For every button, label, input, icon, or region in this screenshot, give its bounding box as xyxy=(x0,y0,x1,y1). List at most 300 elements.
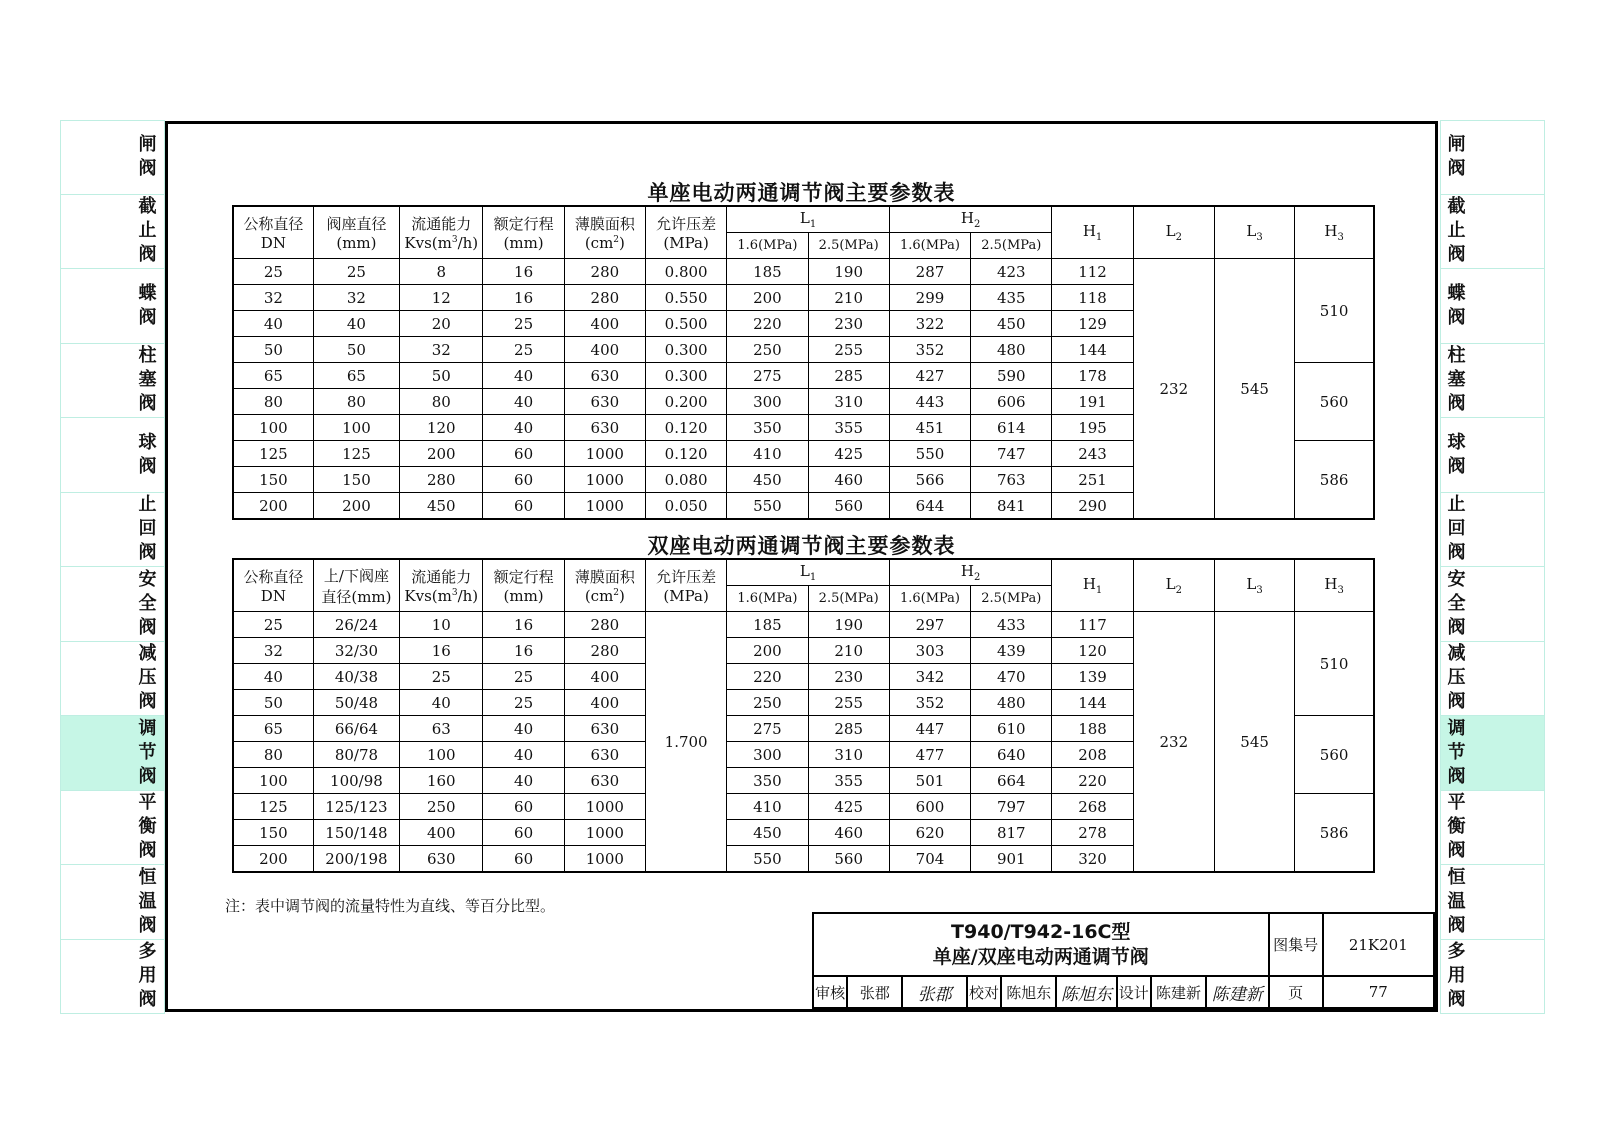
cell-value: 40 xyxy=(514,392,534,411)
cell-value: 16 xyxy=(514,641,534,660)
table-cell xyxy=(233,259,313,285)
hdr-unit: (cm xyxy=(584,234,614,252)
review-label: 审核 xyxy=(813,976,847,1008)
hdr-H3-symbol: H xyxy=(1324,575,1338,593)
table-cell xyxy=(564,493,645,520)
table-cell xyxy=(400,441,483,467)
cell-value: 287 xyxy=(915,262,945,281)
table-cell xyxy=(564,612,645,638)
table-cell xyxy=(727,337,808,363)
cell-value: 32 xyxy=(263,288,283,307)
cell-value: 423 xyxy=(996,262,1026,281)
table-cell xyxy=(971,638,1052,664)
cell-value: 630 xyxy=(426,849,456,868)
right-category-tab-11[interactable] xyxy=(1441,940,1544,1015)
cell-value: 797 xyxy=(996,797,1026,816)
category-label: 减压阀 xyxy=(138,643,157,713)
table-cell xyxy=(1052,389,1133,415)
table-cell xyxy=(313,716,399,742)
cell-value: 0.080 xyxy=(664,470,708,489)
cell-value: 350 xyxy=(753,418,782,437)
hdr-H1-symbol: H xyxy=(1082,575,1096,593)
table-cell xyxy=(727,363,808,389)
hdr-kvs: Kvs xyxy=(404,587,432,605)
right-category-tab-10[interactable] xyxy=(1441,865,1544,940)
table-cell xyxy=(313,690,399,716)
table-cell xyxy=(483,690,564,716)
col-seat-dia xyxy=(313,206,399,259)
table-cell xyxy=(727,716,808,742)
hdr-unit: (MPa) xyxy=(663,587,709,605)
table-cell xyxy=(564,285,645,311)
cell-value: 0.500 xyxy=(664,314,708,333)
table-cell xyxy=(564,638,645,664)
H3-cell-2 xyxy=(1295,794,1374,873)
cell-value: 210 xyxy=(834,641,864,660)
table-cell xyxy=(313,389,399,415)
right-category-tab-6[interactable] xyxy=(1441,567,1544,642)
table-cell xyxy=(313,638,399,664)
table-cell xyxy=(1052,664,1133,690)
cell-value: 100 xyxy=(342,418,371,437)
table-cell xyxy=(889,846,970,873)
hdr-text: 额定行程 xyxy=(493,215,554,233)
cell-value: 100 xyxy=(259,418,288,437)
hdr-H2-subscript: 2 xyxy=(973,219,981,230)
table-cell xyxy=(971,285,1052,311)
hdr-unit: (cm xyxy=(584,587,614,605)
cell-value: 300 xyxy=(753,392,782,411)
table-cell xyxy=(564,742,645,768)
col-H3 xyxy=(1295,206,1374,259)
cell-value: 125 xyxy=(259,797,288,816)
table-cell xyxy=(313,493,399,520)
table-cell xyxy=(727,664,808,690)
table-cell xyxy=(483,742,564,768)
table-cell xyxy=(564,467,645,493)
H3-cell-1 xyxy=(1295,363,1374,441)
table-cell xyxy=(564,441,645,467)
category-label: 蝶阀 xyxy=(138,282,157,328)
cell-value: 0.200 xyxy=(664,392,708,411)
cell-value: 550 xyxy=(753,849,782,868)
table-cell xyxy=(313,768,399,794)
table-cell xyxy=(483,768,564,794)
col-H1 xyxy=(1052,206,1133,259)
right-category-tab-0[interactable] xyxy=(1441,120,1544,195)
table-cell xyxy=(400,742,483,768)
cell-value: 160 xyxy=(426,771,456,790)
hdr-text: 允许压差 xyxy=(656,215,717,233)
category-label: 安全阀 xyxy=(1447,568,1466,638)
table-cell xyxy=(1052,820,1133,846)
hdr-L2-symbol: L xyxy=(1165,575,1176,593)
table-cell xyxy=(483,285,564,311)
table-cell xyxy=(808,690,889,716)
cell-value: 1000 xyxy=(585,823,624,842)
cell-value: 150 xyxy=(342,470,371,489)
left-category-tab-4[interactable] xyxy=(61,418,164,493)
hdr-dn: DN xyxy=(260,234,286,252)
category-label: 球阀 xyxy=(138,431,157,477)
left-category-tab-7[interactable] xyxy=(61,642,164,717)
right-category-tab-1[interactable] xyxy=(1441,195,1544,270)
col-L1 xyxy=(727,559,890,586)
right-category-tab-7[interactable] xyxy=(1441,642,1544,717)
cell-value: 32 xyxy=(263,641,283,660)
cell-value: 0.550 xyxy=(664,288,708,307)
table-cell xyxy=(313,311,399,337)
hdr-L1-subscript: 1 xyxy=(809,572,817,583)
hdr-text: 薄膜面积 xyxy=(574,568,635,586)
cell-value: 275 xyxy=(753,719,782,738)
single-seat-param-table xyxy=(232,205,1375,520)
hdr-pressure: 2.5(MPa) xyxy=(818,591,879,606)
cell-value: 350 xyxy=(753,771,782,790)
page-label: 页 xyxy=(1269,976,1323,1008)
category-label: 蝶阀 xyxy=(1447,282,1466,328)
H3-value: 560 xyxy=(1319,745,1349,764)
table-cell xyxy=(233,612,313,638)
right-category-tab-3[interactable] xyxy=(1441,344,1544,419)
cell-value: 640 xyxy=(996,745,1026,764)
cell-value: 268 xyxy=(1078,797,1107,816)
table-cell xyxy=(564,664,645,690)
cell-value: 435 xyxy=(996,288,1026,307)
cell-value: 433 xyxy=(996,615,1026,634)
category-label: 闸阀 xyxy=(1447,134,1466,180)
table-cell xyxy=(233,638,313,664)
cell-value: 150/148 xyxy=(325,823,388,842)
drawing-model: T940/T942-16C型 xyxy=(951,920,1131,943)
right-category-tab-2[interactable] xyxy=(1441,269,1544,344)
cell-value: 1000 xyxy=(585,470,624,489)
hdr-kvs: Kvs xyxy=(404,234,432,252)
table-cell xyxy=(971,467,1052,493)
hdr-L1-symbol: L xyxy=(799,562,810,580)
right-category-tab-5[interactable] xyxy=(1441,493,1544,568)
table-cell xyxy=(313,467,399,493)
hdr-H3-subscript: 3 xyxy=(1337,232,1344,243)
table-cell xyxy=(889,441,970,467)
table-cell xyxy=(483,311,564,337)
cell-value: 100 xyxy=(426,745,456,764)
table-cell xyxy=(971,716,1052,742)
table-cell xyxy=(564,716,645,742)
table-cell xyxy=(727,690,808,716)
cell-value: 355 xyxy=(834,418,864,437)
cell-value: 310 xyxy=(834,745,864,764)
table-cell xyxy=(233,664,313,690)
page-number: 77 xyxy=(1323,976,1434,1008)
allow-dp-cell xyxy=(646,612,727,873)
cell-value: 250 xyxy=(426,797,456,816)
table-cell xyxy=(483,664,564,690)
cell-value: 425 xyxy=(834,797,864,816)
cell-value: 125 xyxy=(342,444,371,463)
table-cell xyxy=(313,285,399,311)
cell-value: 20 xyxy=(431,314,451,333)
table-cell xyxy=(564,768,645,794)
cell-value: 501 xyxy=(915,771,945,790)
hdr-H1-symbol: H xyxy=(1082,222,1096,240)
table-cell xyxy=(646,415,727,441)
col-L3 xyxy=(1214,559,1294,612)
H3-cell-0 xyxy=(1295,259,1374,363)
left-category-tab-6[interactable] xyxy=(61,567,164,642)
table-cell xyxy=(483,820,564,846)
cell-value: 299 xyxy=(915,288,945,307)
hdr-H2-symbol: H xyxy=(960,562,974,580)
cell-value: 40 xyxy=(263,667,283,686)
cell-value: 763 xyxy=(996,470,1026,489)
cell-value: 195 xyxy=(1078,418,1107,437)
table-cell xyxy=(727,285,808,311)
hdr-H2-symbol: H xyxy=(960,209,974,227)
cell-value: 443 xyxy=(915,392,945,411)
table-cell xyxy=(971,389,1052,415)
cell-value: 400 xyxy=(590,667,620,686)
hdr-text: 允许压差 xyxy=(656,568,717,586)
cell-value: 118 xyxy=(1078,288,1107,307)
cell-value: 66/64 xyxy=(334,719,379,738)
table-cell xyxy=(313,794,399,820)
category-label: 调节阀 xyxy=(138,717,157,787)
category-label: 多用阀 xyxy=(138,941,157,1011)
hdr-L1-subscript: 1 xyxy=(809,219,817,230)
left-category-tab-11[interactable] xyxy=(61,940,164,1015)
cell-value: 220 xyxy=(753,667,782,686)
table-cell xyxy=(1052,612,1133,638)
table-cell xyxy=(400,664,483,690)
table-cell xyxy=(808,612,889,638)
hdr-pressure-2 xyxy=(889,586,970,612)
table-cell xyxy=(971,415,1052,441)
hdr-pressure: 1.6(MPa) xyxy=(899,238,960,253)
table-cell xyxy=(971,820,1052,846)
cell-value: 590 xyxy=(996,366,1026,385)
cell-value: 200 xyxy=(259,496,288,515)
cell-value: 450 xyxy=(753,470,782,489)
left-category-tab-2[interactable] xyxy=(61,269,164,344)
left-category-tab-10[interactable] xyxy=(61,865,164,940)
L3-value: 545 xyxy=(1240,732,1269,751)
col-L2 xyxy=(1133,559,1214,612)
table-cell xyxy=(1052,638,1133,664)
col-flow-capacity xyxy=(400,559,483,612)
cell-value: 63 xyxy=(431,719,451,738)
cell-value: 322 xyxy=(915,314,945,333)
cell-value: 125/123 xyxy=(325,797,388,816)
cell-value: 450 xyxy=(753,823,782,842)
table-cell xyxy=(727,768,808,794)
left-category-tab-9[interactable] xyxy=(61,791,164,866)
cell-value: 606 xyxy=(996,392,1026,411)
hdr-sup: 2 xyxy=(613,588,620,598)
cell-value: 150 xyxy=(259,470,288,489)
cell-value: 60 xyxy=(514,444,534,463)
cell-value: 560 xyxy=(834,849,864,868)
table-cell xyxy=(233,467,313,493)
cell-value: 32 xyxy=(346,288,366,307)
table-cell xyxy=(727,415,808,441)
table-cell xyxy=(564,794,645,820)
cell-value: 16 xyxy=(514,262,534,281)
table-cell xyxy=(646,493,727,520)
cell-value: 32 xyxy=(431,340,451,359)
table-cell xyxy=(1052,716,1133,742)
cell-value: 129 xyxy=(1078,314,1107,333)
cell-value: 0.800 xyxy=(664,262,708,281)
col-diaphragm xyxy=(564,559,645,612)
table-cell xyxy=(564,846,645,873)
hdr-text: 流通能力 xyxy=(411,215,472,233)
col-nominal-dia xyxy=(233,559,313,612)
table-cell xyxy=(971,363,1052,389)
table-cell xyxy=(483,794,564,820)
hdr-H1-subscript: 1 xyxy=(1095,232,1103,243)
col-flow-capacity xyxy=(400,206,483,259)
cell-value: 185 xyxy=(753,615,782,634)
table-cell xyxy=(313,612,399,638)
table-cell xyxy=(889,612,970,638)
H3-value: 510 xyxy=(1319,654,1349,673)
category-label: 恒温阀 xyxy=(138,866,157,936)
hdr-H3-symbol: H xyxy=(1324,222,1338,240)
table-cell xyxy=(400,820,483,846)
right-category-tab-9[interactable] xyxy=(1441,791,1544,866)
left-category-tab-3[interactable] xyxy=(61,344,164,419)
table-cell xyxy=(233,493,313,520)
table-cell xyxy=(233,337,313,363)
table-cell xyxy=(313,846,399,873)
hdr-L1-symbol: L xyxy=(799,209,810,227)
left-category-tab-1[interactable] xyxy=(61,195,164,270)
cell-value: 50 xyxy=(263,693,283,712)
cell-value: 60 xyxy=(514,849,534,868)
cell-value: 352 xyxy=(915,693,945,712)
table-cell xyxy=(971,664,1052,690)
hdr-dn: DN xyxy=(260,587,286,605)
cell-value: 275 xyxy=(753,366,782,385)
left-category-tab-0[interactable] xyxy=(61,120,164,195)
checker-signature: 陈旭东 xyxy=(1056,976,1116,1008)
table-cell xyxy=(646,285,727,311)
hdr-unit-end: /h) xyxy=(457,587,479,605)
hdr-unit: (MPa) xyxy=(663,234,709,252)
right-category-tab-8[interactable] xyxy=(1441,716,1544,791)
hdr-unit-end: ) xyxy=(619,234,625,252)
hdr-L3-symbol: L xyxy=(1246,222,1257,240)
table-cell xyxy=(1052,467,1133,493)
table-cell xyxy=(564,389,645,415)
table-cell xyxy=(313,441,399,467)
category-label: 多用阀 xyxy=(1447,941,1466,1011)
cell-value: 190 xyxy=(834,262,864,281)
table-cell xyxy=(889,467,970,493)
table-cell xyxy=(564,820,645,846)
table-cell xyxy=(971,690,1052,716)
table-cell xyxy=(1052,493,1133,520)
cell-value: 200 xyxy=(426,444,456,463)
hdr-L3-subscript: 3 xyxy=(1256,232,1263,243)
cell-value: 400 xyxy=(426,823,456,842)
table-cell xyxy=(808,337,889,363)
cell-value: 250 xyxy=(753,693,782,712)
cell-value: 200 xyxy=(342,496,371,515)
table-cell xyxy=(483,259,564,285)
cell-value: 352 xyxy=(915,340,945,359)
cell-value: 60 xyxy=(514,797,534,816)
H3-value: 586 xyxy=(1319,470,1349,489)
left-category-tab-5[interactable] xyxy=(61,493,164,568)
check-label: 校对 xyxy=(967,976,1001,1008)
hdr-text: 公称直径 xyxy=(243,568,304,586)
hdr-L2-subscript: 2 xyxy=(1175,585,1182,596)
left-category-tab-8[interactable] xyxy=(61,716,164,791)
table-cell xyxy=(233,846,313,873)
table-cell xyxy=(727,742,808,768)
col-L2 xyxy=(1133,206,1214,259)
cell-value: 480 xyxy=(996,693,1026,712)
cell-value: 40/38 xyxy=(334,667,379,686)
table-cell xyxy=(971,441,1052,467)
cell-value: 40 xyxy=(263,314,283,333)
table-cell xyxy=(889,742,970,768)
table-cell xyxy=(400,612,483,638)
cell-value: 16 xyxy=(514,615,534,634)
cell-value: 400 xyxy=(590,693,620,712)
L3-cell xyxy=(1214,259,1294,520)
table-cell xyxy=(808,285,889,311)
cell-value: 566 xyxy=(915,470,945,489)
hdr-unit: (mm) xyxy=(503,587,544,605)
cell-value: 16 xyxy=(431,641,451,660)
table-cell xyxy=(400,337,483,363)
category-label: 平衡阀 xyxy=(1447,792,1466,862)
table-row xyxy=(233,612,1374,638)
cell-value: 901 xyxy=(996,849,1026,868)
table1-title: 单座电动两通调节阀主要参数表 xyxy=(647,181,956,205)
table-cell xyxy=(889,820,970,846)
table-cell xyxy=(808,389,889,415)
table-cell xyxy=(808,467,889,493)
table-cell xyxy=(233,768,313,794)
table-cell xyxy=(646,363,727,389)
table-cell xyxy=(313,415,399,441)
cell-value: 40 xyxy=(514,771,534,790)
table-cell xyxy=(564,363,645,389)
category-label: 减压阀 xyxy=(1447,643,1466,713)
cell-value: 210 xyxy=(834,288,864,307)
category-label: 平衡阀 xyxy=(138,792,157,862)
table-cell xyxy=(646,441,727,467)
table-cell xyxy=(971,493,1052,520)
table-cell xyxy=(1052,742,1133,768)
table-cell xyxy=(889,794,970,820)
cell-value: 25 xyxy=(514,340,534,359)
table-cell xyxy=(889,638,970,664)
cell-value: 80 xyxy=(263,392,283,411)
cell-value: 630 xyxy=(590,366,620,385)
right-category-tab-4[interactable] xyxy=(1441,418,1544,493)
table-cell xyxy=(971,311,1052,337)
table-row xyxy=(233,259,1374,285)
drawing-name xyxy=(813,913,1269,976)
cell-value: 285 xyxy=(834,719,864,738)
table-cell xyxy=(564,690,645,716)
cell-value: 290 xyxy=(1078,496,1107,515)
